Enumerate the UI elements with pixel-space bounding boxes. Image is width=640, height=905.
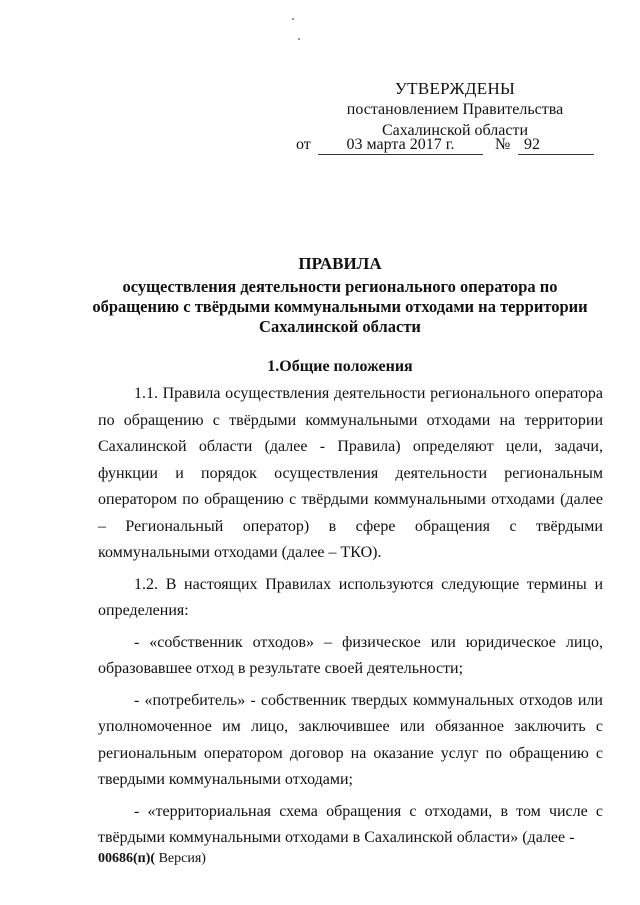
title-line-2: обращению с твёрдыми коммунальными отходами на территории <box>92 297 588 316</box>
definition-consumer: - «потребитель» - собственник твердых коммунальных отходов или уполномоченное им лицо, заключившее или обязанное заключить с региональным оператором договор на оказание услуг по обращению с твердыми коммунальными отходами; <box>98 691 603 788</box>
number-label: № <box>495 136 511 153</box>
paragraph-1-2: 1.2. В настоящих Правилах используются следующие термины и определения: <box>98 575 603 619</box>
approval-line-1: постановлением Правительства <box>346 101 564 118</box>
title-line-3: Сахалинской области <box>259 317 421 336</box>
document-body <box>98 381 603 857</box>
footer-version: Версия) <box>155 851 206 866</box>
approval-heading: УТВЕРЖДЕНЫ <box>394 79 516 98</box>
scan-speck <box>298 38 300 40</box>
definition-territorial-scheme: - «территориальная схема обращения с отходами, в том числе с твёрдыми коммунальными отходами в Сахалинской области» (далее - <box>98 802 603 846</box>
approval-number: 92 <box>518 136 594 155</box>
date-from-label: от <box>296 136 311 153</box>
title-main: ПРАВИЛА <box>298 254 382 273</box>
definition-owner: - «собственник отходов» – физическое или юридическое лицо, образовавшее отход в результате своей деятельности; <box>98 633 603 677</box>
approval-line-2: Сахалинской области <box>381 122 529 139</box>
footer-doc-code: 00686(п)( <box>98 851 156 866</box>
scan-speck <box>292 18 294 20</box>
footer-code <box>98 851 206 867</box>
approval-date-row <box>296 136 596 158</box>
paragraph-1-1: 1.1. Правила осуществления деятельности регионального оператора по обращению с твёрдыми коммунальными отходами на территории Сахалинской области (далее - Правила) определяют цели, задачи, функции и порядок осуществления деятельности региональным оператором по обращению с твёрдыми коммунальными отходами (далее – Региональный оператор) в сфере обращения с твёрдыми коммунальными отходами (далее – ТКО). <box>98 385 603 561</box>
document-title <box>60 254 620 337</box>
section-heading: 1.Общие положения <box>267 358 413 375</box>
approval-date: 03 марта 2017 г. <box>318 136 483 155</box>
approval-block <box>300 78 610 141</box>
title-line-1: осуществления деятельности регионального оператора по <box>122 277 558 296</box>
